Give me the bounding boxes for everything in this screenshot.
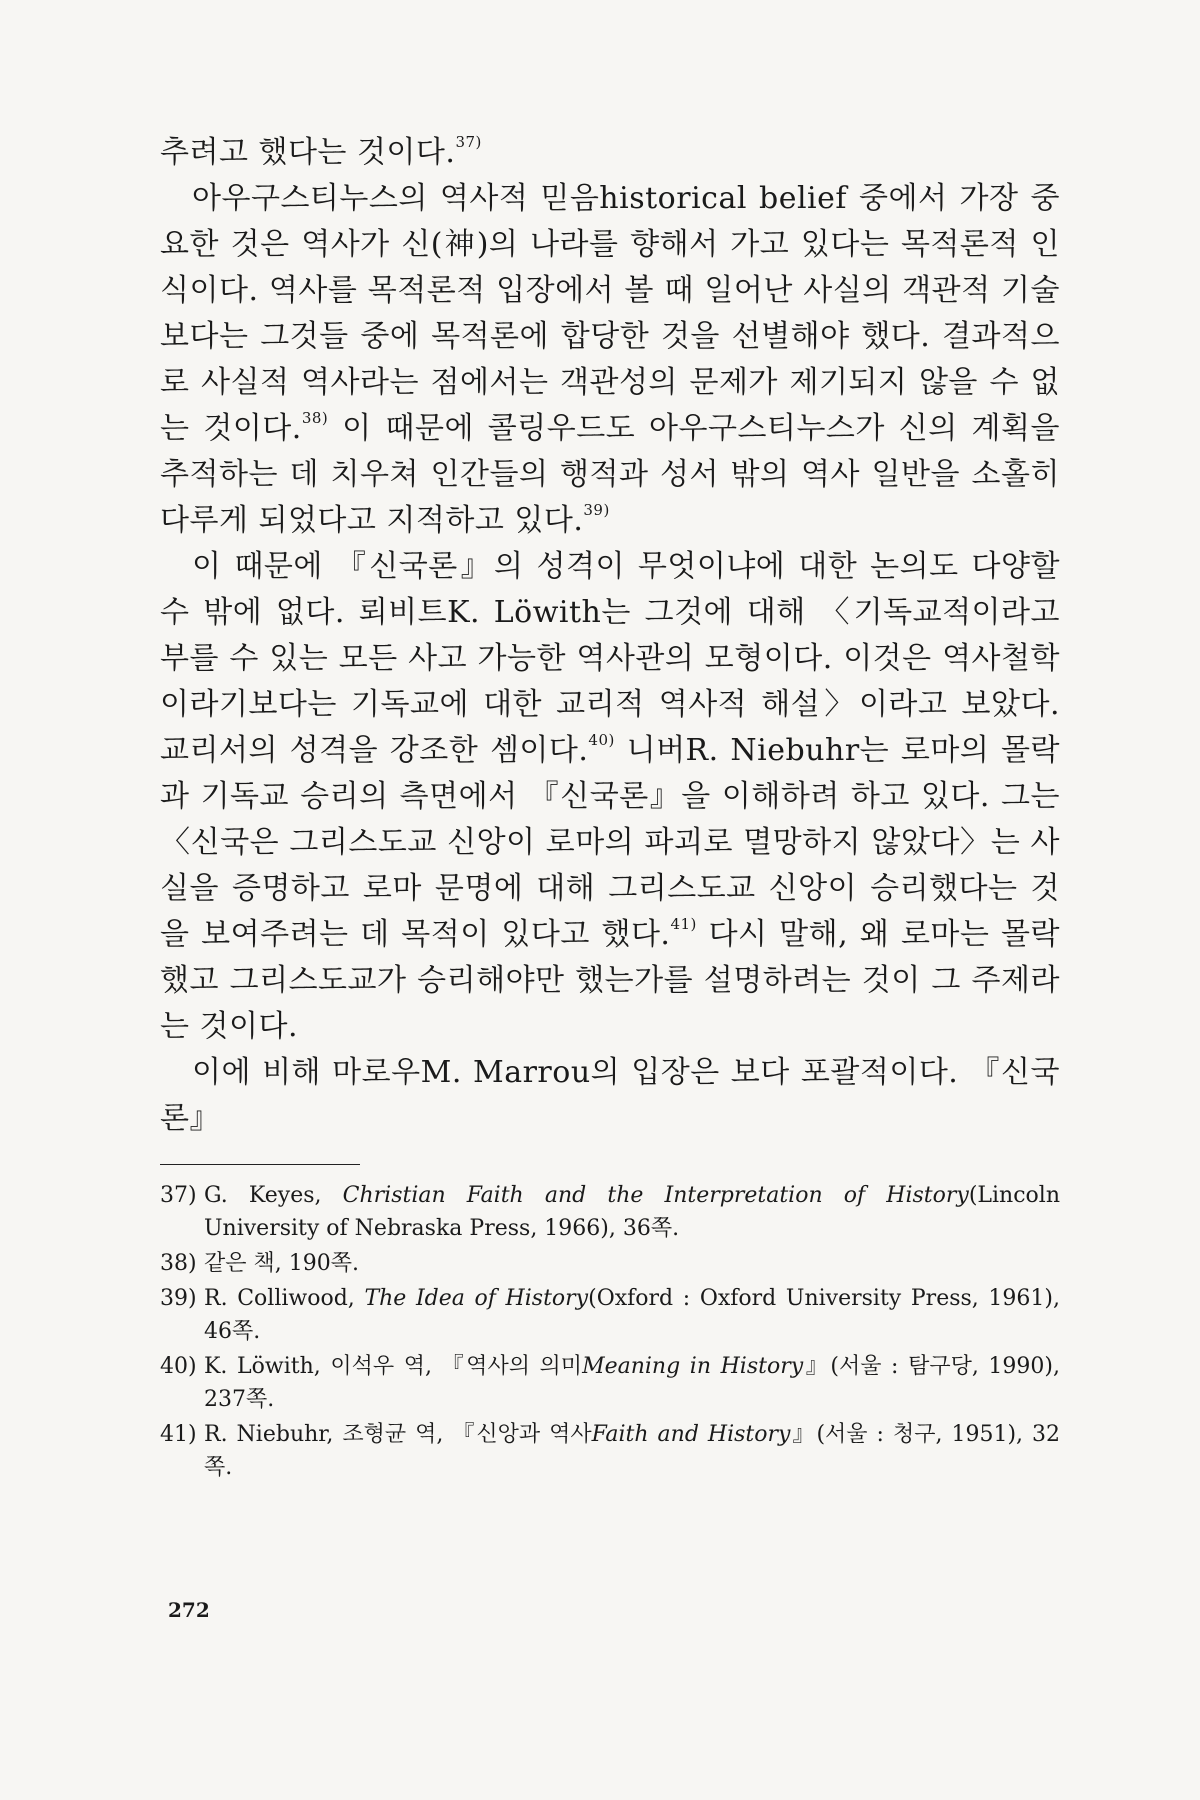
text-run: 』(서울 : 청구, 1951), 32쪽. <box>204 1422 1061 1480</box>
text-run: 이 때문에 『신국론』의 성격이 무엇이냐에 대한 논의도 다양할 수 밖에 없다. 뢰비트K. Löwith는 그것에 대해 〈기독교적이라고 부를 수 있는 모든 사고 가능한 역사관의 모형이다. 이것은 역사철학이라기보다는 기독교에 대한 교리적 역사적 해설〉이라고 보았다. 교리서의 성격을 강조한 셈이다. <box>160 549 1060 768</box>
book-title: Meaning in History <box>582 1354 804 1379</box>
book-title: Faith and History <box>591 1422 791 1447</box>
text-run: 』(서울 : 탐구당, 1990), 237쪽. <box>204 1354 1060 1412</box>
footnote-ref: 39) <box>583 501 610 519</box>
footnote-text <box>204 1350 1060 1416</box>
footnote-ref: 37) <box>455 133 482 151</box>
text-run: K. Löwith, 이석우 역, 『역사의 의미 <box>204 1354 583 1379</box>
body-text <box>160 130 1060 1142</box>
text-run: 추려고 했다는 것이다. <box>160 135 456 170</box>
page-number: 272 <box>168 1598 210 1622</box>
footnote <box>160 1350 1060 1416</box>
footnote <box>160 1418 1060 1484</box>
footnote-text <box>204 1247 1060 1280</box>
text-run: R. Colliwood, <box>204 1286 365 1311</box>
footnote-number: 41) <box>160 1422 197 1447</box>
text-run: R. Niebuhr, 조형균 역, 『신앙과 역사 <box>204 1422 592 1447</box>
text-run: 니버R. Niebuhr는 로마의 몰락과 기독교 승리의 측면에서 『신국론』을 이해하려 하고 있다. 그는 〈신국은 그리스도교 신앙이 로마의 파괴로 멸망하지 않았다〉는 사실을 증명하고 로마 문명에 대해 그리스도교 신앙이 승리했다는 것을 보여주려는 데 목적이 있다고 했다. <box>160 733 1060 952</box>
text-run: G. Keyes, <box>204 1183 343 1208</box>
footnote-number: 37) <box>160 1183 197 1208</box>
paragraph <box>160 544 1060 1050</box>
text-run: 아우구스티누스의 역사적 믿음historical belief 중에서 가장 중요한 것은 역사가 신(神)의 나라를 향해서 가고 있다는 목적론적 인식이다. 역사를 목적론적 입장에서 볼 때 일어난 사실의 객관적 기술보다는 그것들 중에 목적론에 합당한 것을 선별해야 했다. 결과적으로 사실적 역사라는 점에서는 객관성의 문제가 제기되지 않을 수 없는 것이다. <box>160 181 1060 446</box>
footnote-text <box>204 1179 1060 1245</box>
footnotes <box>160 1179 1060 1484</box>
footnote-divider <box>160 1164 360 1165</box>
text-run: 이에 비해 마로우M. Marrou의 입장은 보다 포괄적이다. 『신국론』 <box>160 1055 1060 1136</box>
text-run: 같은 책, 190쪽. <box>204 1251 359 1276</box>
footnote-ref: 40) <box>588 731 615 749</box>
text-run: 다시 말해, 왜 로마는 몰락했고 그리스도교가 승리해야만 했는가를 설명하려는 것이 그 주제라는 것이다. <box>160 917 1060 1044</box>
page <box>160 130 1060 1486</box>
text-run: (Oxford : Oxford University Press, 1961), 46쪽. <box>204 1286 1060 1344</box>
footnote-number: 39) <box>160 1286 197 1311</box>
footnote-number: 40) <box>160 1354 197 1379</box>
paragraph <box>160 1050 1060 1142</box>
footnote-text <box>204 1418 1060 1484</box>
paragraph <box>160 130 1060 176</box>
text-run: (Lincoln University of Nebraska Press, 1966), 36쪽. <box>204 1183 1060 1241</box>
book-title: Christian Faith and the Interpretation of History <box>342 1183 969 1208</box>
text-run: 이 때문에 콜링우드도 아우구스티누스가 신의 계획을 추적하는 데 치우쳐 인간들의 행적과 성서 밖의 역사 일반을 소홀히 다루게 되었다고 지적하고 있다. <box>160 411 1060 538</box>
footnote-number: 38) <box>160 1251 197 1276</box>
footnote <box>160 1179 1060 1245</box>
book-title: The Idea of History <box>364 1286 589 1311</box>
footnote-text <box>204 1282 1060 1348</box>
footnote-ref: 41) <box>670 915 697 933</box>
footnote <box>160 1247 1060 1280</box>
footnote <box>160 1282 1060 1348</box>
footnote-ref: 38) <box>301 409 329 427</box>
paragraph <box>160 176 1060 544</box>
